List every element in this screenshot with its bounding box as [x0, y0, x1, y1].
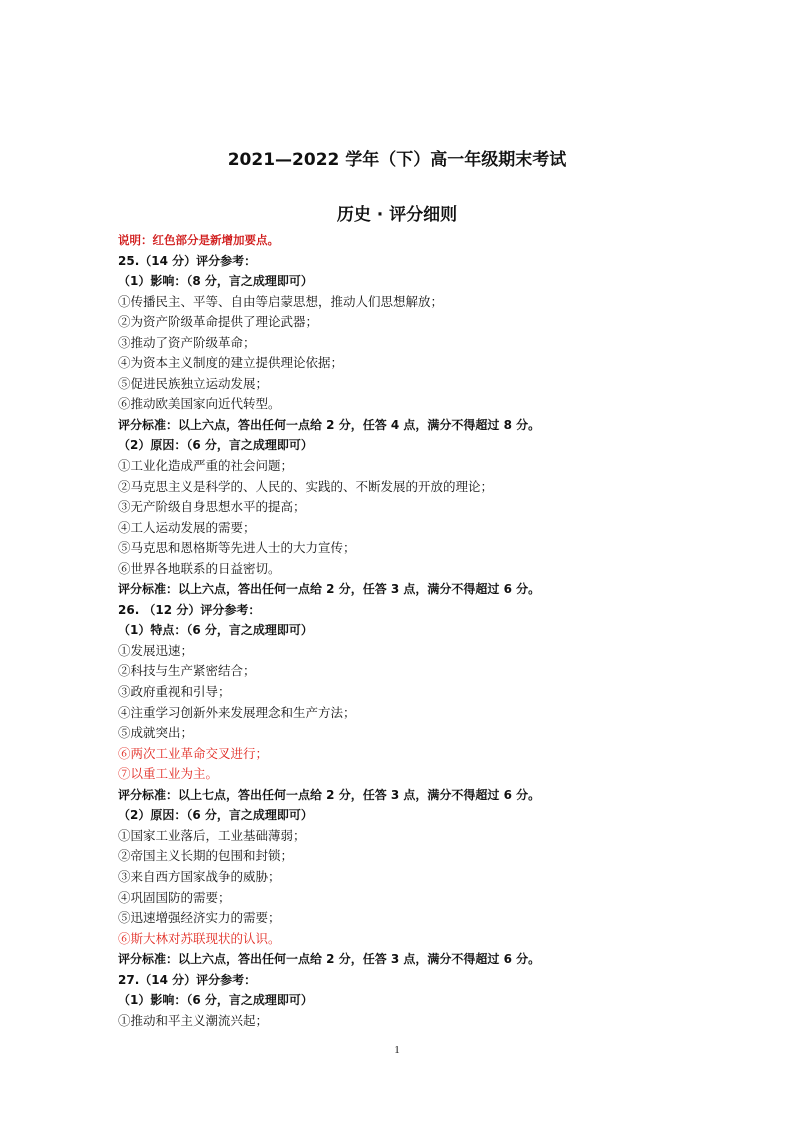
scoring-point-line: ①工业化造成严重的社会问题；: [118, 458, 294, 474]
scoring-heading-line: 26. （12 分）评分参考：: [118, 602, 261, 617]
scoring-point-line: ⑥斯大林对苏联现状的认识。: [118, 930, 281, 946]
scoring-heading-line: 评分标准：以上六点，答出任何一点给 2 分，任答 3 点，满分不得超过 6 分。: [118, 952, 541, 967]
scoring-point-line: ⑥推动欧美国家向近代转型。: [118, 396, 281, 412]
scoring-point-line: ①推动和平主义潮流兴起；: [118, 1012, 269, 1028]
page-number: 1: [394, 1044, 400, 1056]
scoring-heading-line: 评分标准：以上六点，答出任何一点给 2 分，任答 4 点，满分不得超过 8 分。: [118, 417, 541, 432]
scoring-point-line: ③政府重视和引导；: [118, 684, 231, 700]
scoring-point-line: ⑥世界各地联系的日益密切。: [118, 560, 281, 576]
document-body: [118, 230, 758, 1031]
scoring-point-line: ④为资本主义制度的建立提供理论依据；: [118, 355, 344, 371]
scoring-lines: [118, 251, 758, 1032]
scoring-point-line: ②帝国主义长期的包围和封锁；: [118, 848, 294, 864]
scoring-point-line: ⑦以重工业为主。: [118, 766, 219, 782]
scoring-point-line: ④巩固国防的需要；: [118, 889, 231, 905]
scoring-point-line: ①发展迅速；: [118, 642, 194, 658]
scoring-point-line: ②为资产阶级革命提供了理论武器；: [118, 314, 319, 330]
scoring-point-line: ②科技与生产紧密结合；: [118, 663, 256, 679]
scoring-point-line: ①传播民主、平等、自由等启蒙思想，推动人们思想解放；: [118, 293, 444, 309]
note-line: 说明：红色部分是新增加要点。: [118, 233, 279, 247]
scoring-point-line: ⑥两次工业革命交叉进行；: [118, 745, 269, 761]
scoring-heading-line: （1）特点：（6 分，言之成理即可）: [118, 623, 313, 638]
scoring-point-line: ④注重学习创新外来发展理念和生产方法；: [118, 704, 356, 720]
scoring-point-line: ⑤马克思和恩格斯等先进人士的大力宣传；: [118, 540, 356, 556]
scoring-heading-line: （1）影响：（6 分，言之成理即可）: [118, 993, 313, 1008]
scoring-heading-line: （2）原因：（6 分，言之成理即可）: [118, 438, 313, 453]
scoring-heading-line: 27.（14 分）评分参考：: [118, 972, 257, 987]
page-title: 2021—2022 学年（下）高一年级期末考试: [227, 150, 567, 170]
scoring-point-line: ③来自西方国家战争的威胁；: [118, 868, 281, 884]
scoring-point-line: ①国家工业落后，工业基础薄弱；: [118, 827, 306, 843]
scoring-heading-line: （2）原因：（6 分，言之成理即可）: [118, 808, 313, 823]
scoring-heading-line: （1）影响：（8 分，言之成理即可）: [118, 274, 313, 289]
scoring-point-line: ⑤成就突出；: [118, 725, 194, 741]
scoring-point-line: ②马克思主义是科学的、人民的、实践的、不断发展的开放的理论；: [118, 478, 494, 494]
scoring-heading-line: 评分标准：以上六点，答出任何一点给 2 分，任答 3 点，满分不得超过 6 分。: [118, 582, 541, 597]
scoring-heading-line: 评分标准：以上七点，答出任何一点给 2 分，任答 3 点，满分不得超过 6 分。: [118, 787, 541, 802]
scoring-point-line: ③无产阶级自身思想水平的提高；: [118, 499, 306, 515]
scoring-point-line: ⑤促进民族独立运动发展；: [118, 375, 269, 391]
scoring-heading-line: 25.（14 分）评分参考：: [118, 253, 257, 268]
page-subtitle: 历史 · 评分细则: [336, 205, 458, 225]
scoring-point-line: ③推动了资产阶级革命；: [118, 334, 256, 350]
scoring-point-line: ④工人运动发展的需要；: [118, 519, 256, 535]
scoring-point-line: ⑤迅速增强经济实力的需要；: [118, 910, 281, 926]
